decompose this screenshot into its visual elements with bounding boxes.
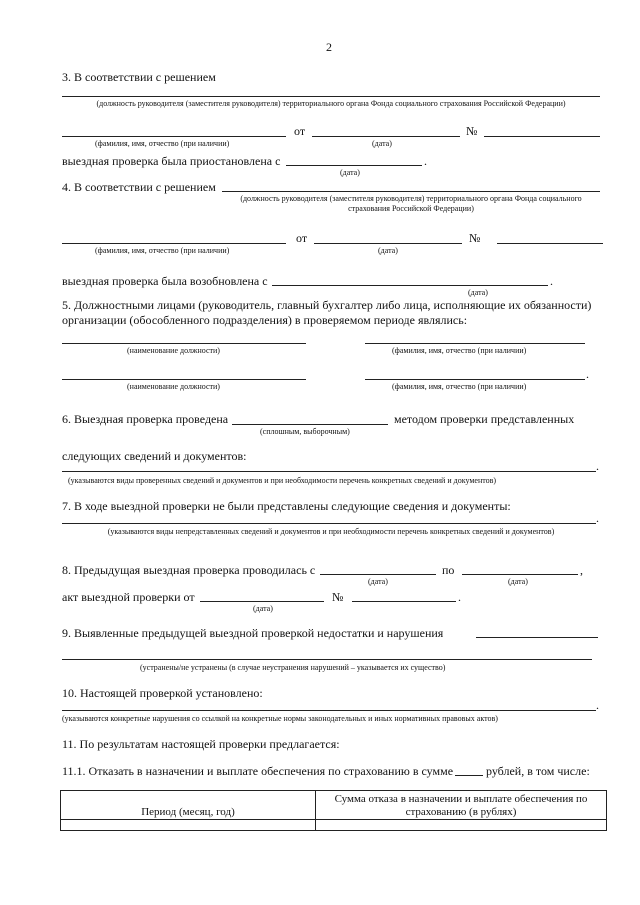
date-caption: (дата) <box>372 139 392 148</box>
table-header-row <box>61 791 607 820</box>
suspended-date-line[interactable] <box>286 165 422 166</box>
ot-label: от <box>294 124 306 138</box>
established-line[interactable] <box>62 710 596 711</box>
position-caption: (должность руководителя (заместителя руководителя) территориального органа Фонда социального страхования Российской Федерации) <box>240 194 582 213</box>
missing-docs-caption: (указываются виды непредставленных сведений и документов и при необходимости перечень конкретных сведений и документов) <box>107 527 555 536</box>
act-label: акт выездной проверки от <box>62 590 195 604</box>
comma-mark: , <box>580 563 583 577</box>
resumed-date-line[interactable] <box>272 285 548 286</box>
act-number-line[interactable] <box>352 601 456 602</box>
section-5-text-2: организации (обособленного подразделения) в проверяемом периоде являлись: <box>62 313 468 327</box>
date-caption-from: (дата) <box>368 577 388 586</box>
section-6-text: 6. Выездная проверка проведена <box>62 412 229 426</box>
number-line[interactable] <box>497 243 603 244</box>
suspended-label: выездная проверка была приостановлена с <box>62 154 281 168</box>
number-label: № <box>332 590 344 604</box>
page-number: 2 <box>326 40 332 54</box>
table-cell-period[interactable] <box>61 820 316 831</box>
post-line-1[interactable] <box>62 343 306 344</box>
section-3-heading: 3. В соответствии с решением <box>62 70 216 84</box>
prev-date-to-line[interactable] <box>462 574 578 575</box>
section-11-text: 11. По результатам настоящей проверки предлагается: <box>62 737 340 751</box>
date-caption: (дата) <box>378 246 398 255</box>
method-caption: (сплошным, выборочным) <box>260 427 350 436</box>
section-7-text: 7. В ходе выездной проверки не были представлены следующие сведения и документы: <box>62 499 511 513</box>
period-mark: . <box>424 154 427 168</box>
section-5-text: 5. Должностными лицами (руководитель, главный бухгалтер либо лица, исполняющие их обязанности) <box>62 298 592 312</box>
name-line[interactable] <box>62 243 286 244</box>
section-9-text: 9. Выявленные предыдущей выездной проверкой недостатки и нарушения <box>62 626 444 640</box>
date-caption-to: (дата) <box>508 577 528 586</box>
section-11-1-text-2: рублей, в том числе: <box>486 764 590 778</box>
name-caption-2: (фамилия, имя, отчество (при наличии) <box>392 382 527 391</box>
section-11-1-text: 11.1. Отказать в назначении и выплате обеспечения по страхованию в сумме <box>62 764 454 778</box>
docs-caption: (указываются виды проверенных сведений и документов и при необходимости перечень конкретных сведений и документов) <box>68 476 497 485</box>
resumed-date-caption: (дата) <box>468 288 488 297</box>
date-line[interactable] <box>314 243 462 244</box>
name-caption-1: (фамилия, имя, отчество (при наличии) <box>392 346 527 355</box>
resumed-label: выездная проверка была возобновлена с <box>62 274 268 288</box>
position-caption: (должность руководителя (заместителя руководителя) территориального органа Фонда социального страхования Российской Федерации) <box>96 99 566 108</box>
table-header-period: Период (месяц, год) <box>61 791 316 820</box>
prev-date-from-line[interactable] <box>320 574 436 575</box>
established-caption: (указываются конкретные нарушения со ссылкой на конкретные нормы законодательных и иных нормативных правовых актов) <box>62 714 498 723</box>
missing-docs-line[interactable] <box>62 523 596 524</box>
position-line[interactable] <box>222 191 600 192</box>
amount-line[interactable] <box>455 775 483 776</box>
name-line-1[interactable] <box>365 343 585 344</box>
method-line[interactable] <box>232 424 388 425</box>
act-date-line[interactable] <box>200 601 324 602</box>
period-mark: . <box>596 511 599 525</box>
period-mark: . <box>458 590 461 604</box>
section-10-text: 10. Настоящей проверкой установлено: <box>62 686 263 700</box>
post-line-2[interactable] <box>62 379 306 380</box>
number-line[interactable] <box>484 136 600 137</box>
section-8-text: 8. Предыдущая выездная проверка проводилась с <box>62 563 316 577</box>
post-caption-2: (наименование должности) <box>127 382 220 391</box>
act-date-caption: (дата) <box>253 604 273 613</box>
period-mark: . <box>596 459 599 473</box>
suspended-date-caption: (дата) <box>340 168 360 177</box>
table-cell-sum[interactable] <box>316 820 607 831</box>
name-line[interactable] <box>62 136 286 137</box>
period-mark: . <box>596 698 599 712</box>
number-label: № <box>469 231 481 245</box>
name-line-2[interactable] <box>365 379 585 380</box>
po-label: по <box>442 563 455 577</box>
section-6-text-2: следующих сведений и документов: <box>62 449 247 463</box>
table-header-sum: Сумма отказа в назначении и выплате обеспечения по страхованию (в рублях) <box>316 791 607 820</box>
violations-line-2[interactable] <box>62 659 592 660</box>
docs-line[interactable] <box>62 471 596 472</box>
number-label: № <box>466 124 478 138</box>
method-text: методом проверки представленных <box>394 412 575 426</box>
ot-label: от <box>296 231 308 245</box>
date-line[interactable] <box>312 136 460 137</box>
period-mark: . <box>586 367 589 381</box>
refusal-table <box>60 790 607 831</box>
name-caption: (фамилия, имя, отчество (при наличии) <box>95 246 230 255</box>
position-line[interactable] <box>62 96 600 97</box>
violations-caption: (устранены/не устранены (в случае неустранения нарушений – указывается их существо) <box>140 663 446 672</box>
table-row <box>61 820 607 831</box>
post-caption-1: (наименование должности) <box>127 346 220 355</box>
section-4-heading: 4. В соответствии с решением <box>62 180 216 194</box>
name-caption: (фамилия, имя, отчество (при наличии) <box>95 139 230 148</box>
violations-line-1[interactable] <box>476 637 598 638</box>
period-mark: . <box>550 274 553 288</box>
